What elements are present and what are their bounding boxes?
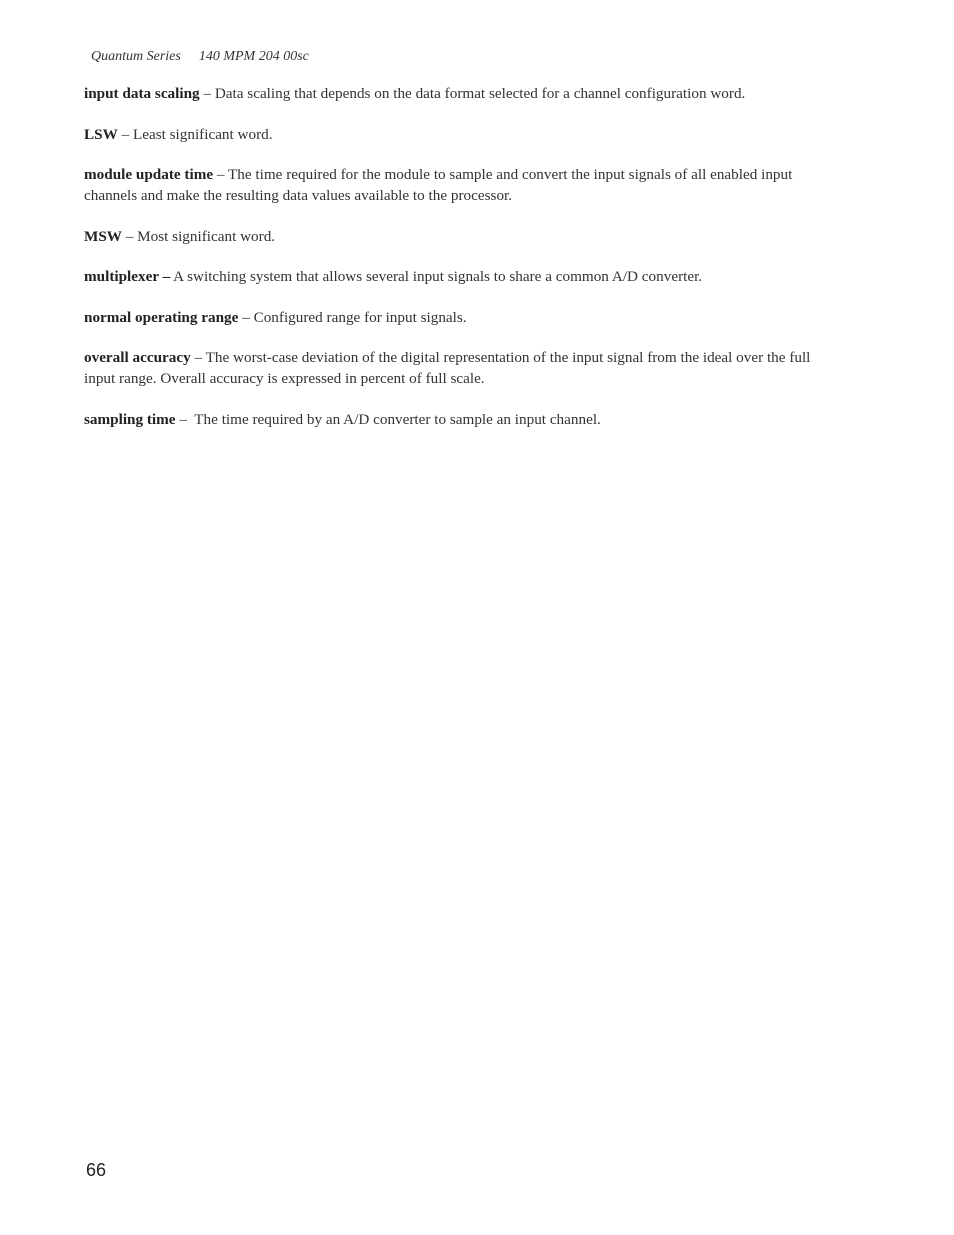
page-number: 66 xyxy=(86,1160,107,1180)
glossary-term: sampling time xyxy=(84,410,176,428)
glossary-separator: – xyxy=(213,166,229,183)
glossary-separator: – xyxy=(117,125,133,143)
glossary-definition: A switching system that allows several input signals to share a common A/D converter. xyxy=(173,268,703,285)
glossary-entry-input-data-scaling xyxy=(84,83,840,104)
glossary-entry-overall-accuracy xyxy=(84,347,840,389)
glossary-entry-multiplexer xyxy=(84,266,840,287)
glossary-entry-lsw xyxy=(84,124,840,145)
glossary-separator: – xyxy=(121,227,138,245)
glossary-list xyxy=(84,83,840,449)
glossary-entry-module-update-time xyxy=(84,164,840,206)
glossary-term: MSW xyxy=(84,227,122,245)
glossary-separator: – xyxy=(199,85,215,102)
running-header xyxy=(91,49,309,65)
glossary-term: module update time xyxy=(84,166,214,183)
glossary-definition: Configured range for input signals. xyxy=(253,308,467,326)
glossary-separator: – xyxy=(190,349,206,366)
glossary-term: multiplexer – xyxy=(84,268,171,285)
glossary-separator: – xyxy=(175,410,195,428)
glossary-definition: The time required for the module to sample and convert the input signals of all enabled input channels and make the resulting data values available to the processor. xyxy=(84,166,793,204)
glossary-entry-msw xyxy=(84,226,840,247)
glossary-term: overall accuracy xyxy=(84,349,191,366)
glossary-definition: Least significant word. xyxy=(132,125,273,143)
glossary-definition: The worst-case deviation of the digital representation of the input signal from the ideal over the full input range. Overall accuracy is expressed in percent of full scale. xyxy=(84,349,811,387)
glossary-definition: Most significant word. xyxy=(137,227,276,245)
glossary-entry-sampling-time xyxy=(84,409,840,430)
glossary-definition: The time required by an A/D converter to sample an input channel. xyxy=(194,410,601,428)
glossary-term: input data scaling xyxy=(84,85,200,102)
header-model: 140 MPM 204 00sc xyxy=(198,49,309,64)
header-series: Quantum Series xyxy=(91,49,181,64)
glossary-term: normal operating range xyxy=(84,308,239,326)
glossary-entry-normal-operating-range xyxy=(84,307,840,328)
glossary-term: LSW xyxy=(84,125,118,143)
glossary-definition: Data scaling that depends on the data format selected for a channel configuration word. xyxy=(214,85,746,102)
glossary-separator: – xyxy=(238,308,254,326)
